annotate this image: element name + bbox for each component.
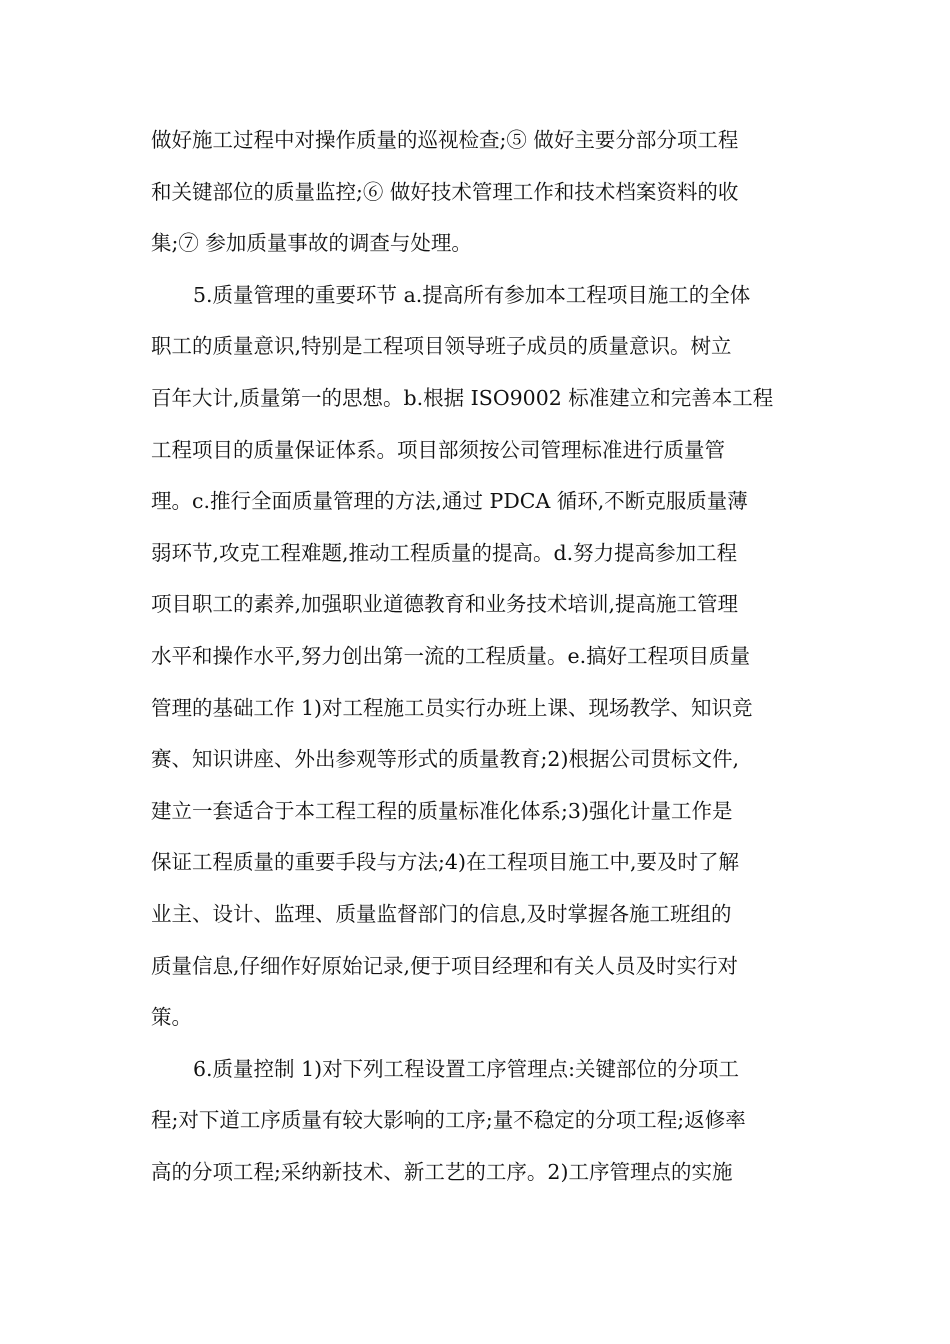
text-line: 和关键部位的质量监控;⑥ 做好技术管理工作和技术档案资料的收	[151, 179, 739, 204]
text-line: 理。c.推行全面质量管理的方法,通过 PDCA 循环,不断克服质量薄	[151, 489, 748, 514]
document-body	[151, 115, 801, 1198]
text-line: 高的分项工程;采纳新技术、新工艺的工序。2)工序管理点的实施	[151, 1159, 733, 1184]
text-line: 业主、设计、监理、质量监督部门的信息,及时掌握各施工班组的	[151, 901, 732, 926]
text-line: 职工的质量意识,特别是工程项目领导班子成员的质量意识。树立	[151, 334, 732, 359]
text-line: 建立一套适合于本工程工程的质量标准化体系;3)强化计量工作是	[151, 798, 733, 823]
text-line: 6.质量控制 1)对下列工程设置工序管理点:关键部位的分项工	[193, 1056, 740, 1081]
text-line: 做好施工过程中对操作质量的巡视检查;⑤ 做好主要分部分项工程	[151, 128, 739, 152]
text-line: 集;⑦ 参加质量事故的调查与处理。	[151, 231, 472, 256]
paragraph-inspection-duties	[151, 115, 801, 270]
text-line: 百年大计,质量第一的思想。b.根据 ISO9002 标准建立和完善本工程	[151, 385, 774, 410]
text-line: 弱环节,攻克工程难题,推动工程质量的提高。d.努力提高参加工程	[151, 540, 738, 565]
text-line: 管理的基础工作 1)对工程施工员实行办班上课、现场教学、知识竞	[151, 695, 753, 720]
text-line: 5.质量管理的重要环节 a.提高所有参加本工程项目施工的全体	[193, 282, 751, 307]
text-line: 保证工程质量的重要手段与方法;4)在工程项目施工中,要及时了解	[151, 850, 739, 875]
text-line: 策。	[151, 1005, 192, 1030]
text-line: 程;对下道工序质量有较大影响的工序;量不稳定的分项工程;返修率	[151, 1108, 746, 1133]
text-line: 项目职工的素养,加强职业道德教育和业务技术培训,提高施工管理	[151, 592, 739, 617]
text-line: 工程项目的质量保证体系。项目部须按公司管理标准进行质量管	[151, 437, 725, 462]
text-line: 赛、知识讲座、外出参观等形式的质量教育;2)根据公司贯标文件,	[151, 747, 739, 772]
text-line: 质量信息,仔细作好原始记录,便于项目经理和有关人员及时实行对	[151, 953, 739, 978]
text-line: 水平和操作水平,努力创出第一流的工程质量。e.搞好工程项目质量	[151, 643, 751, 668]
paragraph-quality-management-key-steps	[151, 270, 801, 1044]
paragraph-quality-control	[151, 1044, 801, 1199]
